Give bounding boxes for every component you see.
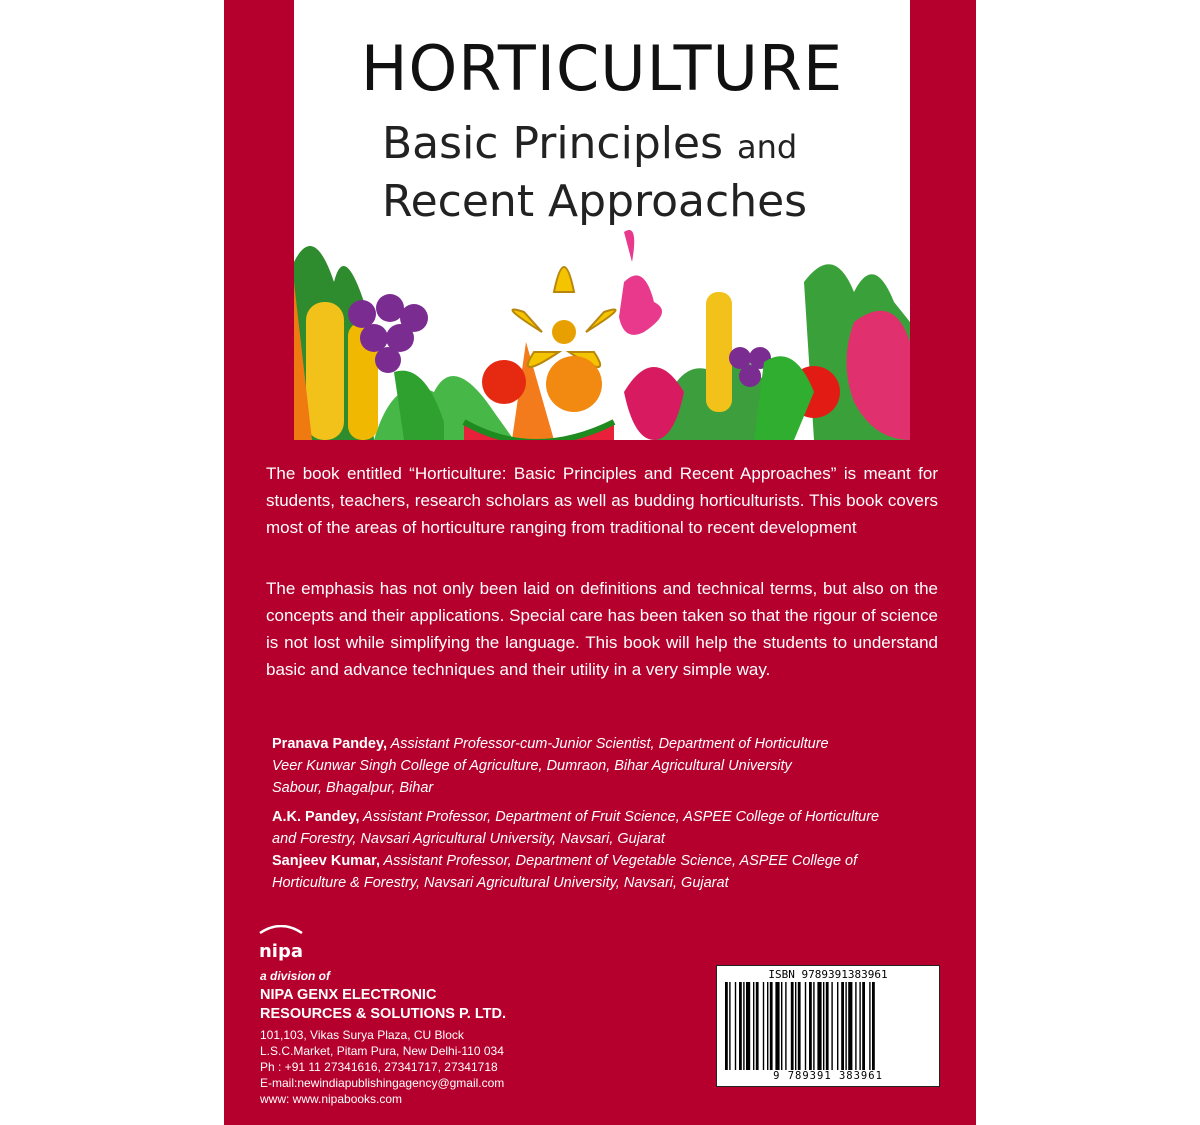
author-3-name: Sanjeev Kumar,: [272, 853, 380, 869]
publisher-info: [260, 968, 620, 1107]
publisher-phone: Ph : +91 11 27341616, 27341717, 27341718: [260, 1060, 498, 1074]
title-panel: [294, 0, 910, 440]
back-cover: [224, 0, 976, 1125]
publisher-website: www: www.nipabooks.com: [260, 1092, 403, 1106]
author-1-line1: Assistant Professor-cum-Junior Scientist, Department of Horticulture: [387, 736, 829, 752]
vegetables-illustration: [294, 222, 910, 440]
author-2-name: A.K. Pandey,: [272, 809, 360, 825]
author-1-name: Pranava Pandey,: [272, 736, 387, 752]
isbn-barcode: [716, 965, 940, 1087]
author-1-line3: Sabour, Bhagalpur, Bihar: [272, 780, 434, 796]
author-2-line1: Assistant Professor, Department of Fruit Science, ASPEE College of Horticulture: [359, 809, 880, 825]
book-title: HORTICULTURE: [360, 32, 844, 105]
nipa-logo-icon: [256, 925, 306, 967]
publisher-address-2: L.S.C.Market, Pitam Pura, New Delhi-110 034: [260, 1044, 504, 1058]
description-paragraph-2: The emphasis has not only been laid on definitions and technical terms, but also on the concepts and their applications. Special care has been taken so that the rigour of science is not lost while simplifying the language. This book will help the students to understand basic and advance techniques and their utility in a very simple way.: [266, 579, 938, 679]
description-paragraph-1: The book entitled “Horticulture: Basic Principles and Recent Approaches” is meant for students, teachers, research scholars as well as budding horticulturists. This book covers most of the areas of horticulture ranging from traditional to recent development: [266, 464, 938, 537]
barcode-digits: 9 789391 383961: [773, 1070, 883, 1082]
nipa-logo-text: nipa: [258, 941, 304, 962]
publisher-address-1: 101,103, Vikas Surya Plaza, CU Block: [260, 1028, 464, 1042]
book-subtitle-line2: Recent Approaches: [382, 176, 808, 227]
publisher-name-line2: RESOURCES & SOLUTIONS P. LTD.: [260, 1006, 506, 1022]
subtitle-and: and: [737, 128, 798, 166]
author-3-line2: Horticulture & Forestry, Navsari Agricultural University, Navsari, Gujarat: [272, 875, 729, 891]
author-3-line1: Assistant Professor, Department of Vegetable Science, ASPEE College of: [380, 853, 858, 869]
author-1: [272, 733, 912, 799]
author-2-line2: and Forestry, Navsari Agricultural University, Navsari, Gujarat: [272, 831, 665, 847]
publisher-name-line1: NIPA GENX ELECTRONIC: [260, 987, 437, 1003]
author-1-line2: Veer Kunwar Singh College of Agriculture, Dumraon, Bihar Agricultural University: [272, 758, 792, 774]
book-subtitle-line1: [382, 118, 797, 169]
subtitle-part1: Basic Principles: [382, 118, 723, 169]
author-3: [272, 850, 912, 894]
barcode-bars: [725, 982, 931, 1070]
author-2: [272, 806, 912, 850]
isbn-label: ISBN 9789391383961: [768, 968, 888, 981]
publisher-email: E-mail:newindiapublishingagency@gmail.com: [260, 1076, 505, 1090]
publisher-division: a division of: [260, 969, 331, 983]
